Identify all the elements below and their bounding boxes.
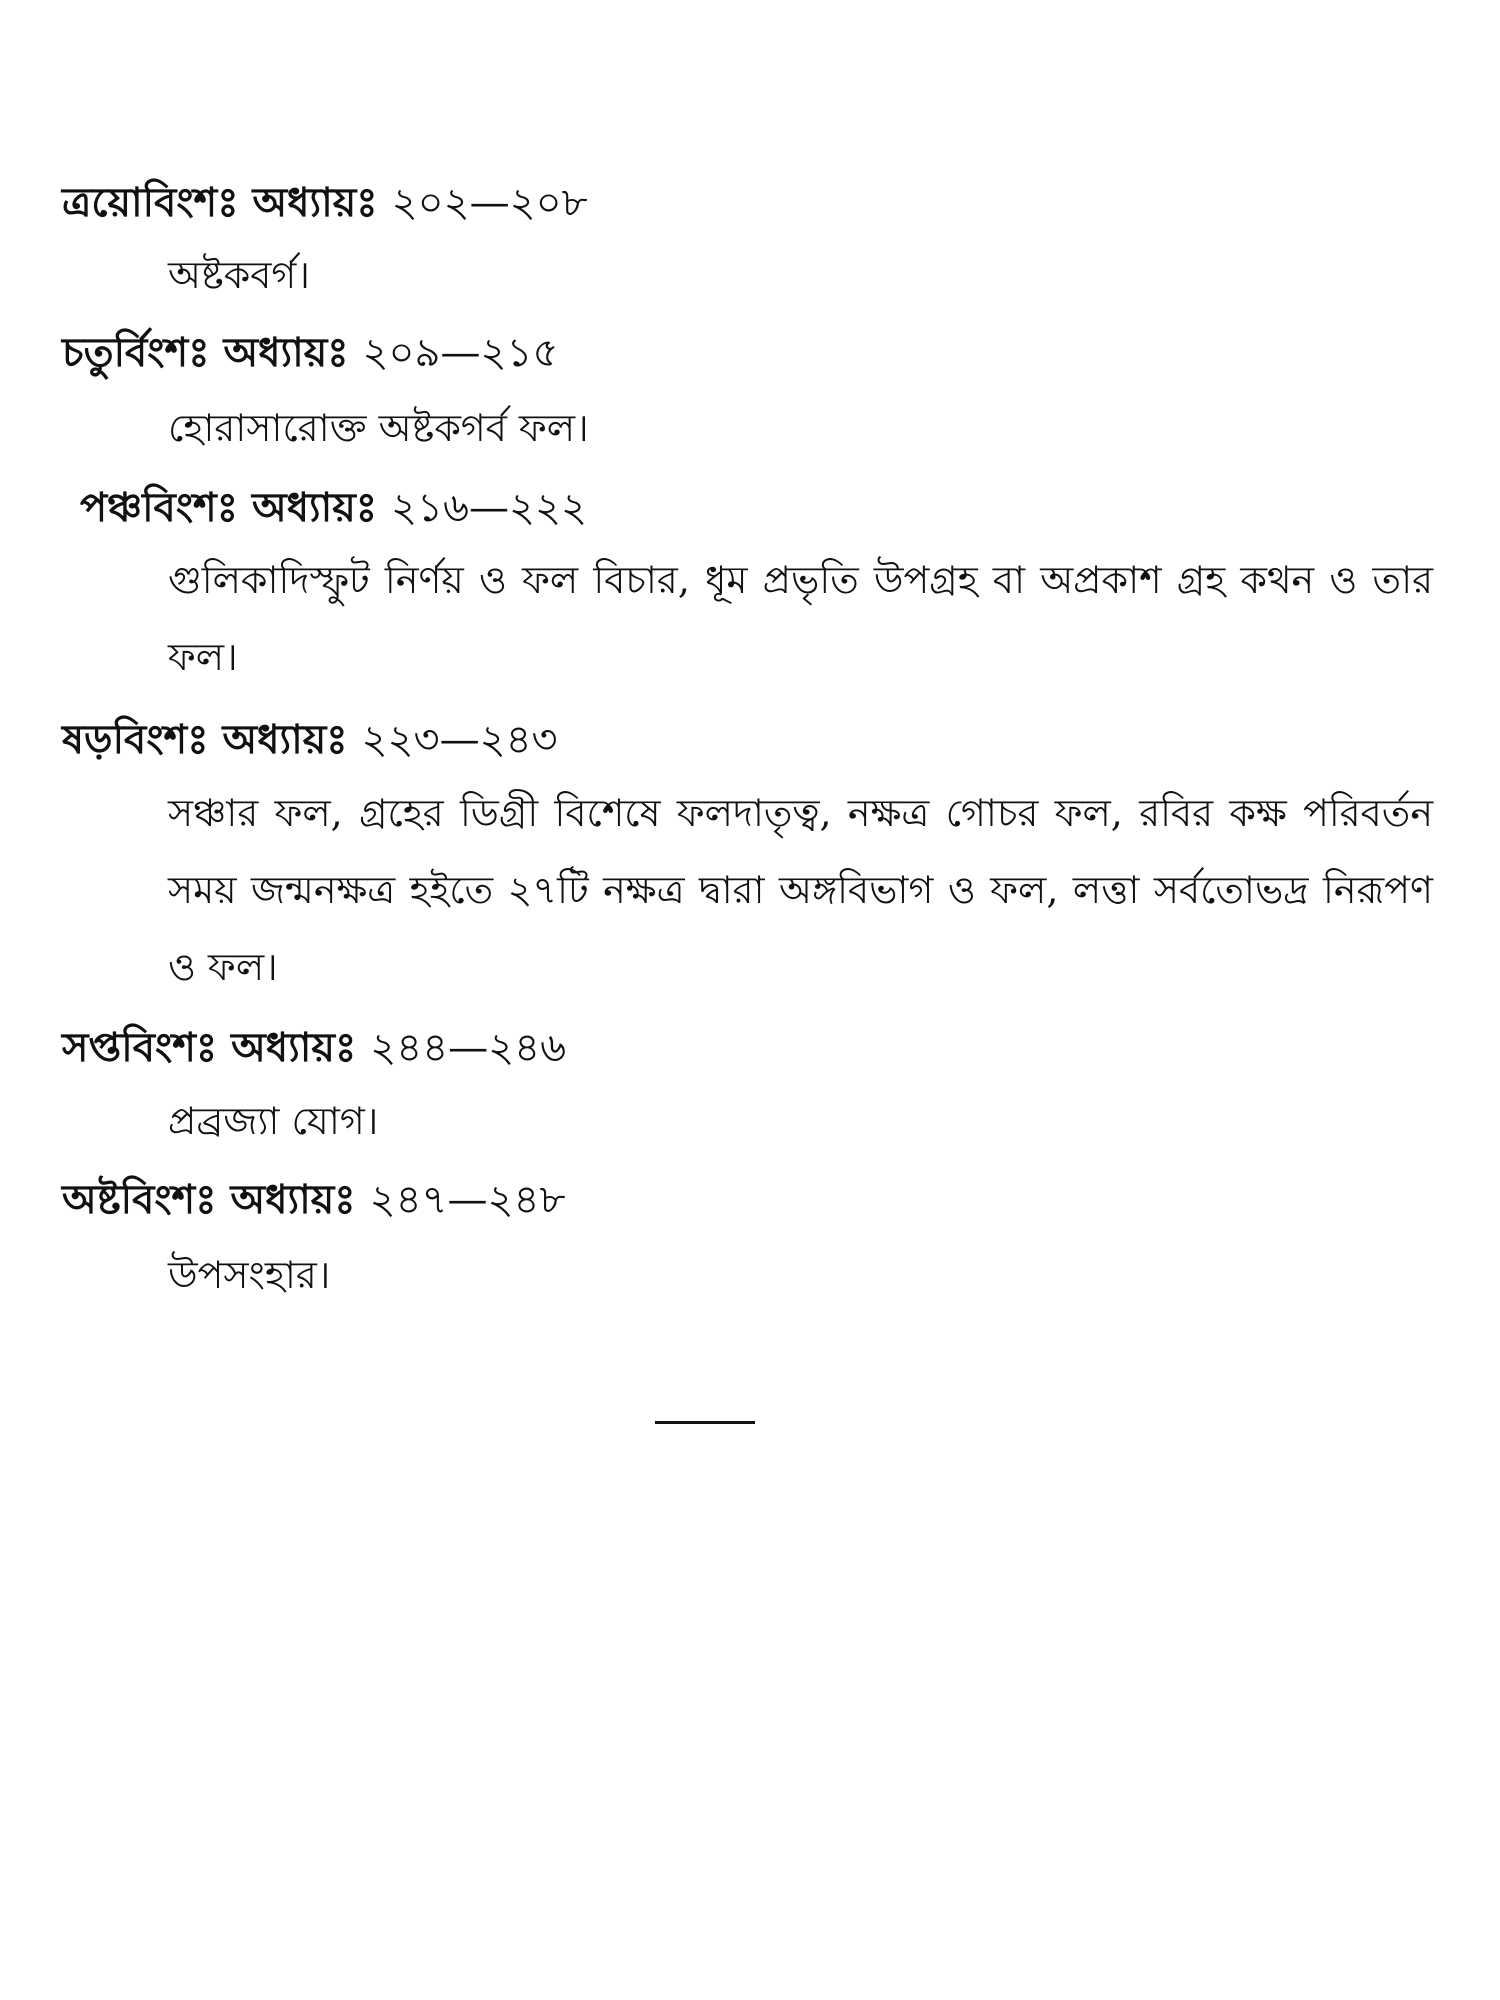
page-range: ২২৩—২৪৩ (361, 717, 558, 763)
page-range: ২০২—২০৮ (391, 180, 588, 226)
page-range: ২১৬—২২২ (391, 485, 588, 531)
chapter-description: গুলিকাদিস্ফুট নির্ণয় ও ফল বিচার, ধূম প্রভৃতি উপগ্রহ বা অপ্রকাশ গ্রহ কথন ও তার ফল। (168, 558, 1433, 679)
chapter-title: ত্রয়োবিংশঃ অধ্যায়ঃ (62, 179, 378, 226)
chapter-description: প্রব্রজ্যা যোগ। (168, 1099, 379, 1143)
chapter-title: ষড়বিংশঃ অধ্যায়ঃ (62, 716, 348, 763)
chapter-description: হোরাসারোক্ত অষ্টকগর্ব ফল। (168, 406, 589, 450)
chapter-description: সঞ্চার ফল, গ্রহের ডিগ্রী বিশেষে ফলদাতৃত্ব, নক্ষত্র গোচর ফল, রবির কক্ষ পরিবর্তন সময় জন্মনক্ষত্র হইতে ২৭টি নক্ষত্র দ্বারা অঙ্গবিভাগ ও ফল, লত্তা সর্বতোভদ্র নিরূপণ ও ফল। (168, 791, 1433, 989)
chapter-heading (62, 716, 558, 763)
chapter-heading (62, 329, 559, 376)
chapter-heading (62, 179, 588, 226)
chapter-description: অষ্টকবর্গ। (168, 253, 310, 297)
chapter-description: উপসংহার। (168, 1253, 331, 1297)
page-range: ২০৯—২১৫ (362, 330, 559, 376)
chapter-title: অষ্টবিংশঃ অধ্যায়ঃ (62, 1176, 356, 1223)
page-range: ২৪৪—২৪৬ (370, 1025, 567, 1071)
chapter-title: পঞ্চবিংশঃ অধ্যায়ঃ (80, 484, 378, 531)
chapter-title: চতুর্বিংশঃ অধ্যায়ঃ (62, 329, 349, 376)
chapter-title: সপ্তবিংশঃ অধ্যায়ঃ (62, 1024, 357, 1071)
chapter-heading (80, 484, 588, 531)
page-range: ২৪৭—২৪৮ (369, 1177, 566, 1223)
chapter-heading (62, 1024, 567, 1071)
end-rule (655, 1421, 755, 1424)
chapter-heading (62, 1176, 566, 1223)
